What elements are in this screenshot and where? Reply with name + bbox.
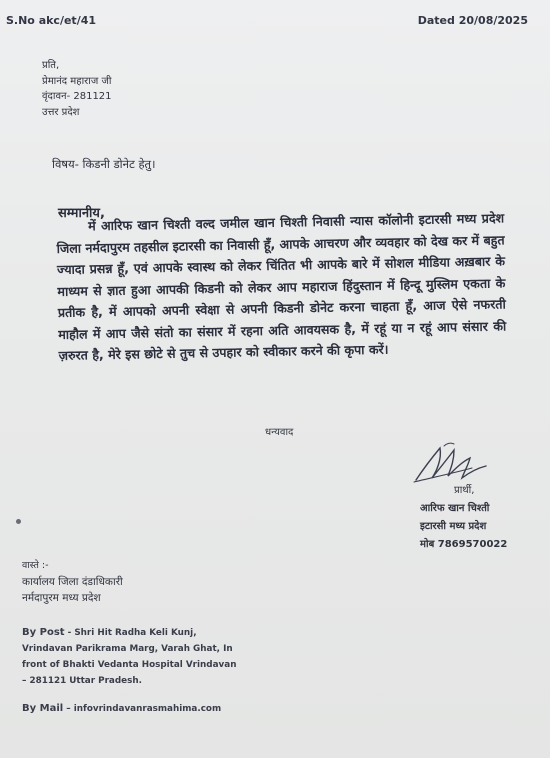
recipient-city: वृंदावन- 281121: [42, 91, 112, 102]
by-post-block: [22, 625, 252, 689]
recipient-prati: प्रति,: [42, 60, 60, 71]
sender-mobile: मोब 7869570022: [420, 539, 508, 550]
by-mail-line: [22, 703, 221, 714]
by-post-line-3: front of Bhakti Vedanta Hospital Vrindavan: [22, 660, 237, 670]
via-block: [22, 558, 123, 606]
ink-dot-mark: [16, 519, 21, 524]
recipient-state: उत्तर प्रदेश: [42, 106, 80, 118]
by-post-line-1: - Shri Hit Radha Keli Kunj,: [64, 628, 197, 638]
by-post-line-4: – 281121 Uttar Pradesh.: [22, 676, 142, 686]
thanks-line: धन्यवाद: [265, 427, 294, 438]
letter-date: Dated 20/08/2025: [417, 14, 528, 27]
via-label: वास्ते :-: [22, 560, 49, 571]
sender-block: [420, 482, 507, 554]
sender-name: आरिफ खान चिश्ती: [420, 503, 490, 514]
salutation: सम्मानीय,: [58, 206, 105, 221]
by-mail-lead: By Mail: [22, 703, 64, 714]
sender-praarthi: प्रार्थी,: [454, 485, 475, 496]
via-office: कार्यालय जिला दंडाधिकारी: [22, 576, 123, 588]
reference-number: S.No akc/et/41: [6, 14, 97, 27]
recipient-name: प्रेमानंद महाराज जी: [42, 75, 112, 87]
letter-body: में आरिफ खान चिश्ती वल्द जमील खान चिश्ती निवासी न्यास कॉलोनी इटारसी मध्य प्रदेश जिला नर्मदापुरम तहसील इटारसी का निवासी हूँ, आपके आचरण और व्यवहार को देख कर में बहुत ज्यादा प्रसन्न हूँ, एवं आपके स्वास्थ को लेकर चिंतित भी आपके बारे में सोशल मीडिया अख़बार के माध्यम से ज्ञात हुआ आपकी किडनी को लेकर आप महाराज हिंदुस्तान में हिन्दू मुस्लिम एकता के प्रतीक है, में आपको अपनी स्वेक्षा से अपनी किडनी डोनेट करना चाहता हूँ, आज ऐसे नफरती माहौल में आप जैसे संतो का संसार में रहना अति आवयसक है, में रहूं या न रहूं आप संसार की ज़रुरत है, मेरे इस छोटे से तुच से उपहार को स्वीकार करने की कृपा करें।: [56, 210, 507, 363]
letter-subject: विषय- किडनी डोनेट हेतु।: [52, 157, 156, 171]
by-post-line-2: Vrindavan Parikrama Marg, Varah Ghat, In: [22, 644, 233, 654]
recipient-block: [42, 58, 112, 120]
by-mail-address: – infovrindavanrasmahima.com: [63, 704, 222, 714]
via-district: नर्मदापुरम मध्य प्रदेश: [22, 592, 101, 604]
by-post-lead: By Post: [22, 627, 65, 638]
sender-place: इटारसी मध्य प्रदेश: [420, 521, 487, 532]
